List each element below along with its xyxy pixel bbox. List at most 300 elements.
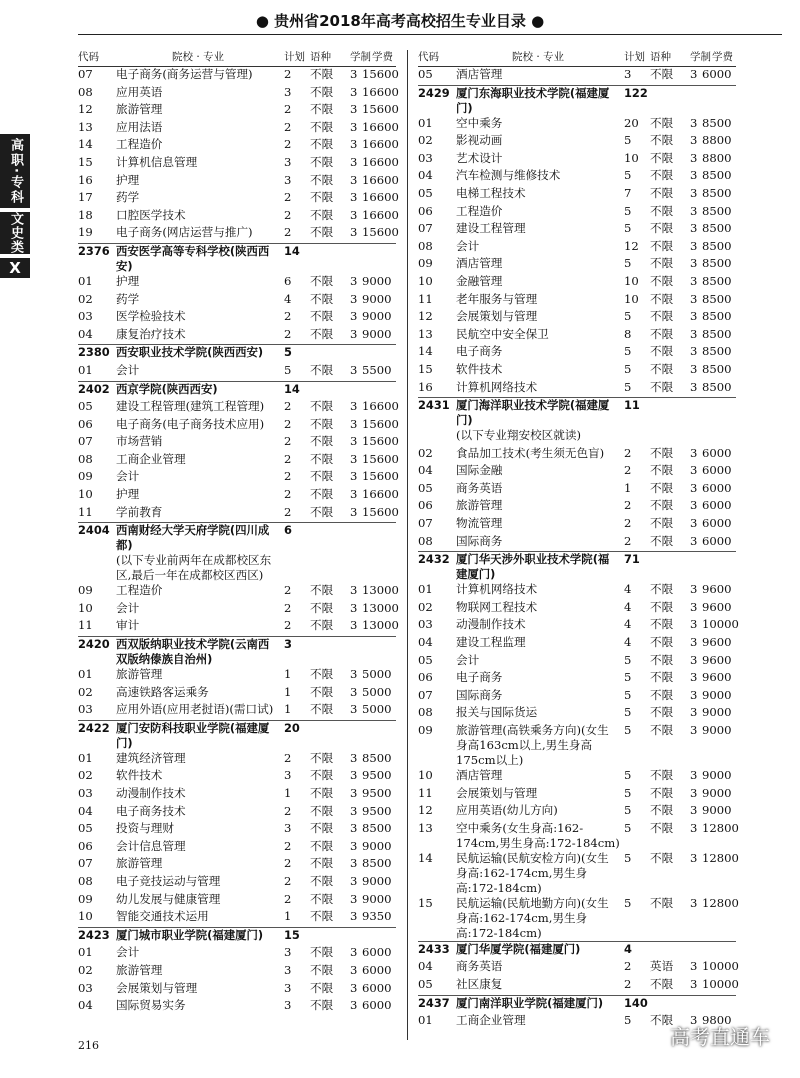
cell-duration: 3 — [350, 838, 358, 853]
cell-code: 01 — [418, 1013, 433, 1028]
table-row — [78, 786, 396, 804]
cell-fee: 16600 — [362, 154, 399, 169]
cell-plan: 20 — [284, 720, 300, 735]
cell-duration: 3 — [350, 667, 358, 682]
cell-code: 07 — [78, 67, 93, 81]
cell-duration: 3 — [690, 976, 698, 991]
table-row — [78, 225, 399, 243]
school-row — [418, 941, 736, 960]
cell-lang: 不限 — [650, 617, 674, 632]
cell-code: 2432 — [418, 552, 450, 567]
table-row — [78, 137, 399, 155]
cell-name: 厦门城市职业学院(福建厦门) — [116, 927, 264, 942]
cell-fee: 16600 — [362, 172, 399, 187]
cell-plan: 5 — [624, 850, 632, 865]
cell-fee: 9000 — [702, 768, 732, 782]
cell-plan: 5 — [624, 203, 632, 218]
cell-lang: 不限 — [650, 895, 674, 910]
cell-plan: 2 — [284, 487, 292, 502]
table-row — [418, 959, 739, 977]
header-fee: 学费 — [712, 51, 733, 63]
cell-lang — [310, 382, 350, 400]
cell-code: 03 — [78, 786, 93, 800]
cell-lang: 不限 — [310, 504, 334, 519]
cell-lang — [310, 553, 350, 583]
cell-code: 01 — [78, 273, 93, 288]
cell-fee: 8500 — [702, 291, 732, 306]
cell-code: 09 — [78, 583, 93, 598]
cell-duration: 3 — [690, 498, 698, 513]
cell-duration: 3 — [690, 850, 698, 865]
cell-lang — [650, 552, 690, 582]
cell-fee: 8500 — [702, 203, 732, 218]
cell-code: 09 — [78, 891, 93, 906]
cell-lang: 不限 — [310, 856, 334, 871]
cell-plan: 2 — [284, 416, 292, 431]
cell-name: 电子商务(电子商务技术应用) — [116, 416, 265, 431]
cell-name: (以下专业翔安校区就读) — [456, 428, 581, 443]
cell-code: 10 — [418, 273, 433, 288]
cell-code: 02 — [78, 291, 93, 306]
cell-lang: 不限 — [310, 600, 334, 615]
table-row — [78, 363, 396, 381]
cell-name: 护理 — [116, 487, 140, 502]
cell-name: 酒店管理 — [456, 256, 503, 271]
cell-duration: 3 — [690, 273, 698, 288]
cell-plan: 5 — [624, 361, 632, 376]
cell-name: 国际商务 — [456, 687, 503, 702]
cell-duration: 3 — [690, 635, 698, 650]
cell-duration: 3 — [690, 150, 698, 165]
cell-name: 会计 — [116, 945, 140, 960]
cell-duration: 3 — [350, 67, 358, 81]
cell-code — [418, 428, 456, 446]
cell-code: 09 — [78, 469, 93, 484]
cell-lang: 不限 — [650, 785, 674, 800]
cell-name: 会计 — [116, 362, 140, 377]
table-row — [418, 516, 736, 534]
table-row — [418, 204, 736, 222]
cell-fee: 8500 — [702, 326, 732, 341]
cell-duration — [350, 382, 362, 400]
cell-code: 03 — [78, 309, 93, 324]
table-row — [78, 84, 399, 103]
cell-lang: 不限 — [310, 838, 334, 853]
cell-name: 会计 — [456, 238, 480, 253]
cell-duration: 3 — [690, 516, 698, 531]
cell-name: 应用英语(幼儿方向) — [456, 803, 558, 818]
cell-fee: 6000 — [362, 980, 392, 995]
cell-lang — [650, 86, 690, 116]
cell-code: 11 — [78, 504, 93, 519]
cell-lang: 不限 — [650, 379, 674, 394]
cell-code: 08 — [418, 238, 433, 253]
cell-name: 国际金融 — [456, 463, 503, 478]
table-row — [418, 705, 736, 723]
cell-name: 物流管理 — [456, 516, 503, 531]
cell-duration: 3 — [350, 856, 358, 871]
table-row — [418, 362, 736, 380]
cell-duration: 3 — [690, 768, 698, 782]
cell-code: 06 — [418, 670, 433, 685]
cell-lang: 不限 — [310, 291, 334, 306]
cell-code: 2404 — [78, 523, 110, 538]
cell-plan: 5 — [624, 221, 632, 236]
cell-code: 15 — [418, 361, 433, 376]
cell-lang: 不限 — [650, 133, 674, 148]
cell-duration: 3 — [690, 326, 698, 341]
table-row — [418, 327, 736, 345]
table-header — [418, 50, 736, 67]
cell-lang: 不限 — [310, 750, 334, 765]
cell-code: 04 — [418, 463, 433, 478]
cell-fee: 9000 — [362, 326, 392, 341]
table-row — [78, 553, 396, 583]
table-row — [78, 998, 396, 1016]
cell-code: 14 — [78, 137, 93, 152]
cell-code: 16 — [78, 172, 93, 187]
cell-duration: 3 — [350, 768, 358, 783]
cell-plan: 2 — [284, 399, 292, 414]
cell-code: 03 — [418, 150, 433, 165]
cell-name: 投资与理财 — [116, 821, 174, 836]
cell-code: 07 — [418, 516, 433, 531]
cell-code: 08 — [418, 533, 433, 548]
cell-name: 西双版纳职业技术学院(云南西双版纳傣族自治州) — [116, 637, 270, 667]
cell-plan: 2 — [284, 583, 292, 598]
header-fee: 学费 — [372, 51, 393, 63]
cell-duration: 3 — [690, 803, 698, 818]
cell-fee: 8500 — [702, 361, 732, 376]
cell-duration: 3 — [350, 684, 358, 699]
cell-code: 05 — [78, 399, 93, 414]
cell-name: 会计 — [116, 469, 140, 484]
cell-fee: 16600 — [362, 190, 399, 205]
cell-fee: 16600 — [362, 487, 399, 502]
cell-fee: 13000 — [362, 600, 399, 615]
cell-duration: 3 — [350, 962, 358, 977]
school-row — [78, 344, 396, 363]
cell-plan: 4 — [624, 599, 632, 614]
cell-name: 西安医学高等专科学校(陕西西安) — [116, 243, 270, 273]
cell-lang: 不限 — [310, 618, 334, 633]
cell-lang: 不限 — [310, 803, 334, 818]
table-row — [78, 618, 399, 636]
cell-duration — [690, 996, 702, 1014]
school-row — [78, 636, 396, 667]
cell-lang: 不限 — [650, 533, 674, 548]
cell-fee: 12800 — [702, 895, 739, 910]
cell-duration — [690, 86, 702, 116]
cell-code: 11 — [418, 291, 433, 306]
cell-lang: 不限 — [650, 361, 674, 376]
cell-duration: 3 — [350, 600, 358, 615]
cell-plan: 3 — [284, 172, 292, 187]
table-row — [418, 186, 736, 204]
cell-code: 02 — [78, 962, 93, 977]
cell-lang: 不限 — [310, 399, 334, 414]
cell-fee: 9600 — [702, 599, 732, 614]
cell-fee — [362, 244, 396, 274]
cell-duration: 3 — [350, 750, 358, 765]
cell-code: 2423 — [78, 927, 110, 942]
cell-fee: 8500 — [702, 185, 732, 200]
cell-name: 动漫制作技术 — [116, 786, 186, 800]
cell-name: 高速铁路客运乘务 — [116, 684, 209, 699]
table-row — [418, 803, 736, 821]
cell-name: 会计 — [456, 652, 480, 667]
table-row — [418, 498, 736, 516]
cell-name: 会展策划与管理 — [116, 980, 198, 995]
cell-lang: 不限 — [310, 891, 334, 906]
cell-fee: 8500 — [702, 168, 732, 183]
header-duration: 学制 — [350, 51, 371, 63]
cell-plan: 5 — [624, 820, 632, 835]
cell-code: 01 — [78, 362, 93, 377]
cell-duration: 3 — [350, 803, 358, 818]
header-plan: 计划 — [284, 51, 305, 63]
cell-plan: 6 — [284, 523, 292, 538]
cell-duration: 3 — [350, 998, 358, 1013]
cell-name: 护理 — [116, 172, 140, 187]
table-row — [78, 416, 399, 435]
cell-name: 学前教育 — [116, 504, 163, 519]
cell-duration: 3 — [690, 705, 698, 720]
cell-plan: 2 — [284, 504, 292, 519]
table-row — [418, 380, 736, 398]
table-row — [78, 399, 399, 417]
cell-fee: 6000 — [362, 998, 392, 1013]
school-row — [78, 720, 396, 751]
header-lang: 语种 — [310, 51, 331, 63]
cell-fee — [702, 552, 736, 582]
cell-lang: 不限 — [650, 498, 674, 513]
cell-plan: 2 — [284, 67, 292, 81]
cell-fee: 16600 — [362, 399, 399, 414]
cell-lang: 不限 — [310, 119, 334, 134]
cell-code: 18 — [78, 207, 93, 222]
cell-plan: 2 — [284, 469, 292, 484]
page-number: 216 — [78, 1039, 99, 1052]
cell-lang: 不限 — [650, 185, 674, 200]
cell-plan: 4 — [284, 291, 292, 306]
cell-duration: 3 — [690, 344, 698, 359]
cell-name: 电子商务 — [456, 344, 503, 359]
cell-name: 计算机信息管理 — [116, 154, 198, 169]
cell-name: 旅游管理 — [116, 962, 163, 977]
table-row — [78, 963, 396, 981]
cell-code: 05 — [418, 652, 433, 667]
cell-duration: 3 — [350, 891, 358, 906]
cell-name: 老年服务与管理 — [456, 291, 538, 306]
table-row — [78, 309, 396, 327]
cell-duration: 3 — [690, 582, 698, 597]
cell-plan: 1 — [624, 480, 632, 495]
cell-duration: 3 — [350, 945, 358, 960]
cell-name: 医学检验技术 — [116, 309, 186, 324]
cell-plan: 4 — [624, 941, 632, 956]
cell-plan: 1 — [284, 702, 292, 717]
table-row — [418, 895, 739, 941]
cell-duration: 3 — [350, 172, 358, 187]
side-tab-subject — [0, 212, 30, 254]
cell-lang: 不限 — [650, 203, 674, 218]
column-divider — [407, 50, 408, 1040]
cell-fee: 9000 — [362, 891, 392, 906]
cell-name: 应用外语(应用老挝语)(需口试) — [116, 702, 274, 717]
side-tab-marker — [0, 258, 30, 278]
cell-lang — [310, 345, 350, 363]
cell-name: 工程造价 — [116, 137, 163, 152]
cell-lang: 不限 — [650, 635, 674, 650]
cell-lang: 不限 — [650, 670, 674, 685]
cell-name: 旅游管理(高铁乘务方向)(女生身高163cm以上,男生身高175cm以上) — [456, 723, 609, 767]
cell-duration: 3 — [690, 309, 698, 324]
cell-plan: 5 — [624, 168, 632, 183]
cell-fee: 16600 — [362, 84, 399, 99]
cell-name: 西安职业技术学院(陕西西安) — [116, 345, 264, 360]
cell-fee: 6000 — [702, 516, 732, 531]
cell-fee: 5000 — [362, 684, 392, 699]
cell-fee: 5000 — [362, 667, 392, 682]
table-row — [78, 67, 399, 85]
cell-fee: 15600 — [362, 434, 399, 449]
cell-duration: 3 — [690, 533, 698, 548]
cell-code: 2380 — [78, 345, 110, 360]
table-row — [418, 582, 736, 600]
cell-fee: 9000 — [362, 291, 392, 306]
cell-name: 空中乘务(女生身高:162-174cm,男生身高:172-184cm) — [456, 820, 620, 850]
cell-duration: 3 — [350, 119, 358, 134]
cell-name: 电子竞技运动与管理 — [116, 873, 221, 888]
table-row — [418, 239, 736, 257]
table-row — [418, 786, 736, 804]
table-row — [78, 804, 396, 822]
cell-code: 11 — [78, 618, 93, 633]
cell-plan: 3 — [284, 84, 292, 99]
cell-duration — [350, 928, 362, 946]
cell-name: 商务英语 — [456, 480, 503, 495]
cell-name: 旅游管理 — [116, 102, 163, 117]
cell-name: 食品加工技术(考生须无色盲) — [456, 445, 605, 460]
cell-fee: 6000 — [702, 498, 732, 513]
cell-code: 07 — [78, 856, 93, 871]
cell-lang: 英语 — [650, 959, 674, 974]
cell-lang — [310, 928, 350, 946]
table-row — [418, 688, 736, 706]
header-name: 院校 · 专业 — [171, 51, 224, 63]
cell-fee: 9500 — [362, 768, 392, 783]
cell-lang: 不限 — [650, 768, 674, 782]
cell-code: 08 — [418, 705, 433, 720]
cell-plan: 12 — [624, 238, 639, 253]
cell-name: 市场营销 — [116, 434, 163, 449]
cell-duration: 3 — [690, 670, 698, 685]
cell-fee: 8500 — [702, 256, 732, 271]
cell-name: 应用法语 — [116, 119, 163, 134]
cell-code: 10 — [418, 768, 433, 782]
cell-plan: 5 — [624, 768, 632, 782]
table-row — [418, 723, 736, 768]
cell-fee: 13000 — [362, 618, 399, 633]
cell-code: 04 — [418, 635, 433, 650]
cell-fee — [362, 553, 396, 583]
cell-duration: 3 — [350, 434, 358, 449]
cell-lang: 不限 — [650, 599, 674, 614]
cell-fee: 9000 — [702, 785, 732, 800]
cell-fee: 9000 — [702, 723, 732, 737]
cell-lang: 不限 — [650, 652, 674, 667]
left-column — [78, 50, 399, 1040]
cell-code: 08 — [78, 451, 93, 466]
cell-lang: 不限 — [310, 909, 334, 924]
cell-plan: 5 — [624, 803, 632, 818]
school-row — [418, 85, 736, 116]
cell-fee: 15600 — [362, 451, 399, 466]
cell-name: (以下专业前两年在成都校区东区,最后一年在成都校区西区) — [116, 553, 272, 583]
cell-lang: 不限 — [310, 469, 334, 484]
cell-plan: 8 — [624, 326, 632, 341]
cell-lang: 不限 — [650, 463, 674, 478]
cell-code: 13 — [418, 820, 433, 835]
table-row — [78, 207, 399, 226]
cell-plan: 3 — [284, 637, 292, 652]
cell-code: 07 — [418, 687, 433, 702]
cell-name: 康复治疗技术 — [116, 326, 186, 341]
cell-code: 08 — [78, 873, 93, 888]
cell-lang: 不限 — [650, 221, 674, 236]
cell-duration — [350, 244, 362, 274]
cell-lang: 不限 — [310, 172, 334, 187]
cell-fee: 8800 — [702, 133, 732, 148]
cell-code: 15 — [78, 154, 93, 169]
table-row — [418, 428, 736, 446]
cell-duration: 3 — [350, 137, 358, 152]
cell-fee: 15600 — [362, 102, 399, 117]
cell-fee: 9000 — [702, 687, 732, 702]
cell-plan: 5 — [284, 345, 292, 360]
cell-lang: 不限 — [310, 998, 334, 1013]
cell-plan: 2 — [624, 976, 632, 991]
cell-duration: 3 — [690, 1013, 698, 1028]
cell-plan: 2 — [284, 225, 292, 240]
cell-name: 国际商务 — [456, 533, 503, 548]
header-name: 院校 · 专业 — [511, 51, 564, 63]
cell-plan: 5 — [624, 1013, 632, 1028]
school-row — [418, 551, 736, 582]
cell-duration: 3 — [350, 309, 358, 324]
cell-duration: 3 — [690, 445, 698, 460]
cell-name: 金融管理 — [456, 273, 503, 288]
cell-duration — [350, 637, 362, 667]
cell-plan: 5 — [624, 785, 632, 800]
cell-plan: 4 — [624, 617, 632, 632]
table-row — [78, 172, 399, 191]
cell-plan: 2 — [624, 533, 632, 548]
cell-name: 厦门华厦学院(福建厦门) — [456, 941, 581, 956]
right-table-body — [418, 67, 739, 1031]
cell-code: 05 — [418, 67, 433, 81]
cell-duration: 3 — [690, 379, 698, 394]
cell-lang: 不限 — [310, 102, 334, 117]
cell-code: 02 — [418, 599, 433, 614]
cell-code: 2422 — [78, 720, 110, 735]
cell-name: 社区康复 — [456, 976, 503, 991]
cell-code: 01 — [78, 945, 93, 960]
cell-duration — [690, 428, 702, 446]
cell-duration — [350, 523, 362, 553]
cell-plan: 2 — [624, 498, 632, 513]
